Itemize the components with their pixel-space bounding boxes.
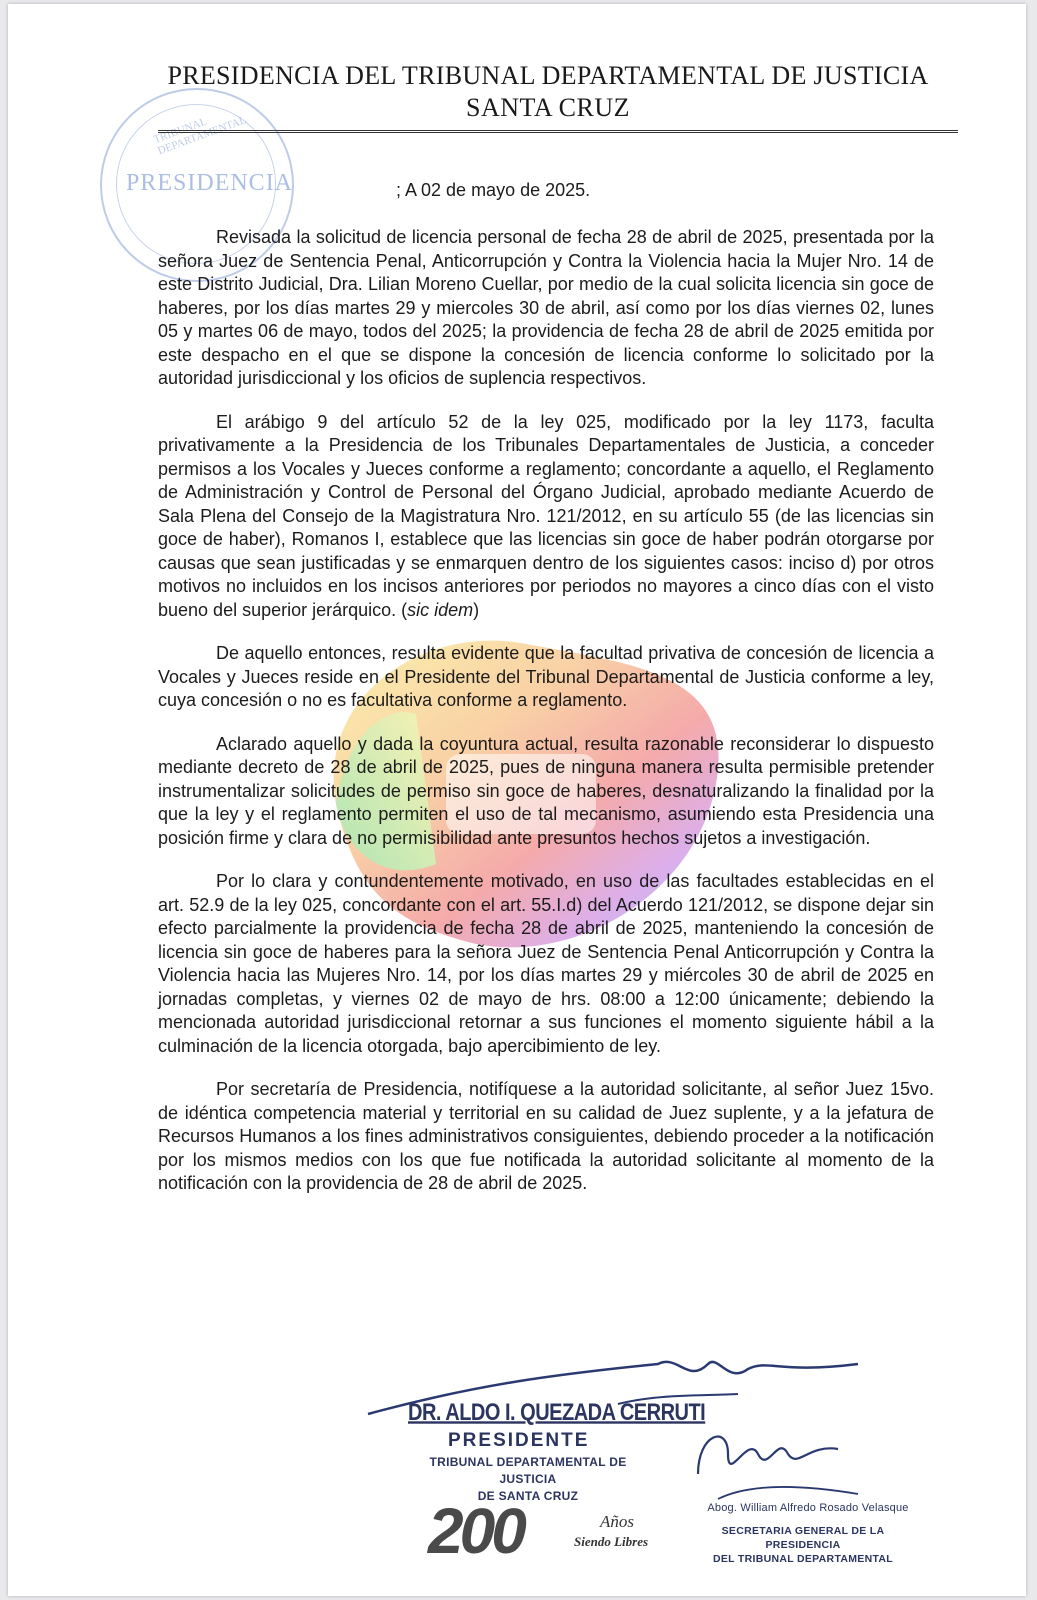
- bicentennial-logo-anos: Años: [600, 1512, 634, 1531]
- letterhead-rule: [158, 130, 958, 133]
- secretary-name: Abog. William Alfredo Rosado Velasque: [707, 1502, 909, 1514]
- secretary-title-line-2: DEL TRIBUNAL DEPARTAMENTAL: [712, 1553, 894, 1565]
- paragraph-2-end: ): [473, 599, 480, 620]
- document-body: [158, 226, 934, 1216]
- document-page: [8, 4, 1026, 1596]
- secretary-signature-block: [688, 1414, 928, 1594]
- bicentennial-logo-siendo: Siendo Libres: [574, 1534, 649, 1549]
- president-name: DR. ALDO I. QUEZADA CERRUTI: [408, 1399, 706, 1427]
- president-org-line-1: TRIBUNAL DEPARTAMENTAL DE JUSTICIA: [429, 1455, 627, 1486]
- paragraph-2-italic: sic idem: [407, 599, 474, 620]
- document-date: ; A 02 de mayo de 2025.: [396, 180, 591, 200]
- president-title: PRESIDENTE: [448, 1430, 590, 1451]
- secretary-title-line-1: SECRETARIA GENERAL DE LA PRESIDENCIA: [721, 1525, 885, 1551]
- paragraph-2: [158, 411, 934, 623]
- secretary-signature-scribble: [688, 1414, 928, 1504]
- letterhead: [158, 60, 938, 133]
- paragraph-4: Aclarado aquello y dada la coyuntura actual, resulta razonable reconsiderar lo dispuesto mediante decreto de 28 de abril de 2025, pues de ninguna manera resulta permisible pretender instrumentalizar solicitudes de permiso sin goce de haberes, desnaturalizando la finalidad por la que la ley y el reglamento permiten el uso de tal mecanismo, asumiendo esta Presidencia una posición firme y clara de no permisibilidad ante presuntos hechos sujetos a investigación.: [158, 733, 934, 848]
- stamp-center-text: PRESIDENCIA: [126, 170, 294, 196]
- secretary-title: [688, 1524, 918, 1566]
- paragraph-1: Revisada la solicitud de licencia personal de fecha 28 de abril de 2025, presentada por la señora Juez de Sentencia Penal, Anticorrupción y Contra la Violencia hacia la Mujer Nro. 14 de este Distrito Judicial, Dra. Lilian Moreno Cuellar, por medio de la cual solicita licencia sin goce de haberes, por los días martes 29 y miercoles 30 de abril, así como por los días viernes 02, lunes 05 y martes 06 de mayo, todos del 2025; la providencia de fecha 28 de abril de 2025 emitida por este despacho en el que se dispone la concesión de licencia conforme lo solicitado por la autoridad jurisdiccional y los oficios de suplencia respectivos.: [158, 227, 934, 388]
- president-org-line-2: DE SANTA CRUZ: [477, 1489, 579, 1503]
- paragraph-5: Por lo clara y contundentemente motivado, en uso de las facultades establecidas en el art. 52.9 de la ley 025, concordante con el art. 55.I.d) del Acuerdo 121/2012, se dispone dejar sin efecto parcialmente la providencia de fecha 28 de abril de 2025, manteniendo la concesión de licencia sin goce de haberes para la señora Juez de Sentencia Penal Anticorrupción y Contra la Violencia hacia las Mujeres Nro. 14, por los días martes 29 y miércoles 30 de abril de 2025 en jornadas completas, y viernes 02 de mayo de hrs. 08:00 a 12:00 únicamente; debiendo la mencionada autoridad jurisdiccional retornar a sus funciones el momento siguiente hábil a la culminación de la licencia otorgada, bajo apercibimiento de ley.: [158, 871, 934, 1056]
- paragraph-6: Por secretaría de Presidencia, notifíquese a la autoridad solicitante, al señor Juez 15vo. de idéntica competencia material y territorial en su calidad de Juez suplente, y a la jefatura de Recursos Humanos a los fines administrativos consiguientes, debiendo proceder a la notificación por los mismos medios con los que fue notificada la autoridad solicitante al momento de la notificación con la providencia de 28 de abril de 2025.: [158, 1079, 934, 1193]
- letterhead-line-2: SANTA CRUZ: [466, 93, 630, 122]
- bicentennial-logo-number: 200: [428, 1495, 523, 1567]
- letterhead-line-1: PRESIDENCIA DEL TRIBUNAL DEPARTAMENTAL DE JUSTICIA: [167, 61, 929, 90]
- paragraph-3: De aquello entonces, resulta evidente que la facultad privativa de concesión de licencia a Vocales y Jueces reside en el Presidente del Tribunal Departamental de Justicia conforme a ley, cuya concesión o no es facultativa conforme a reglamento.: [158, 643, 934, 710]
- stamp-ring-text: TRIBUNAL DEPARTAMENTAL: [152, 114, 248, 158]
- paragraph-2-text: El arábigo 9 del artículo 52 de la ley 025, modificado por la ley 1173, faculta privativamente a la Presidencia de los Tribunales Departamentales de Justicia, a conceder permisos a los Vocales y Jueces conforme a reglamento; concordante a aquello, el Reglamento de Administración y Control de Personal del Órgano Judicial, aprobado mediante Acuerdo de Sala Plena del Consejo de la Magistratura Nro. 121/2012, en su artículo 55 (de las licencias sin goce de haber), Romanos I, establece que las licencias sin goce de haber podrán otorgarse por causas que sean justificadas y se enmarquen dentro de los siguientes casos: inciso d) por otros motivos no incluidos en los incisos anteriores por periodos no mayores a cinco días con el visto bueno del superior jerárquico. (: [158, 411, 934, 620]
